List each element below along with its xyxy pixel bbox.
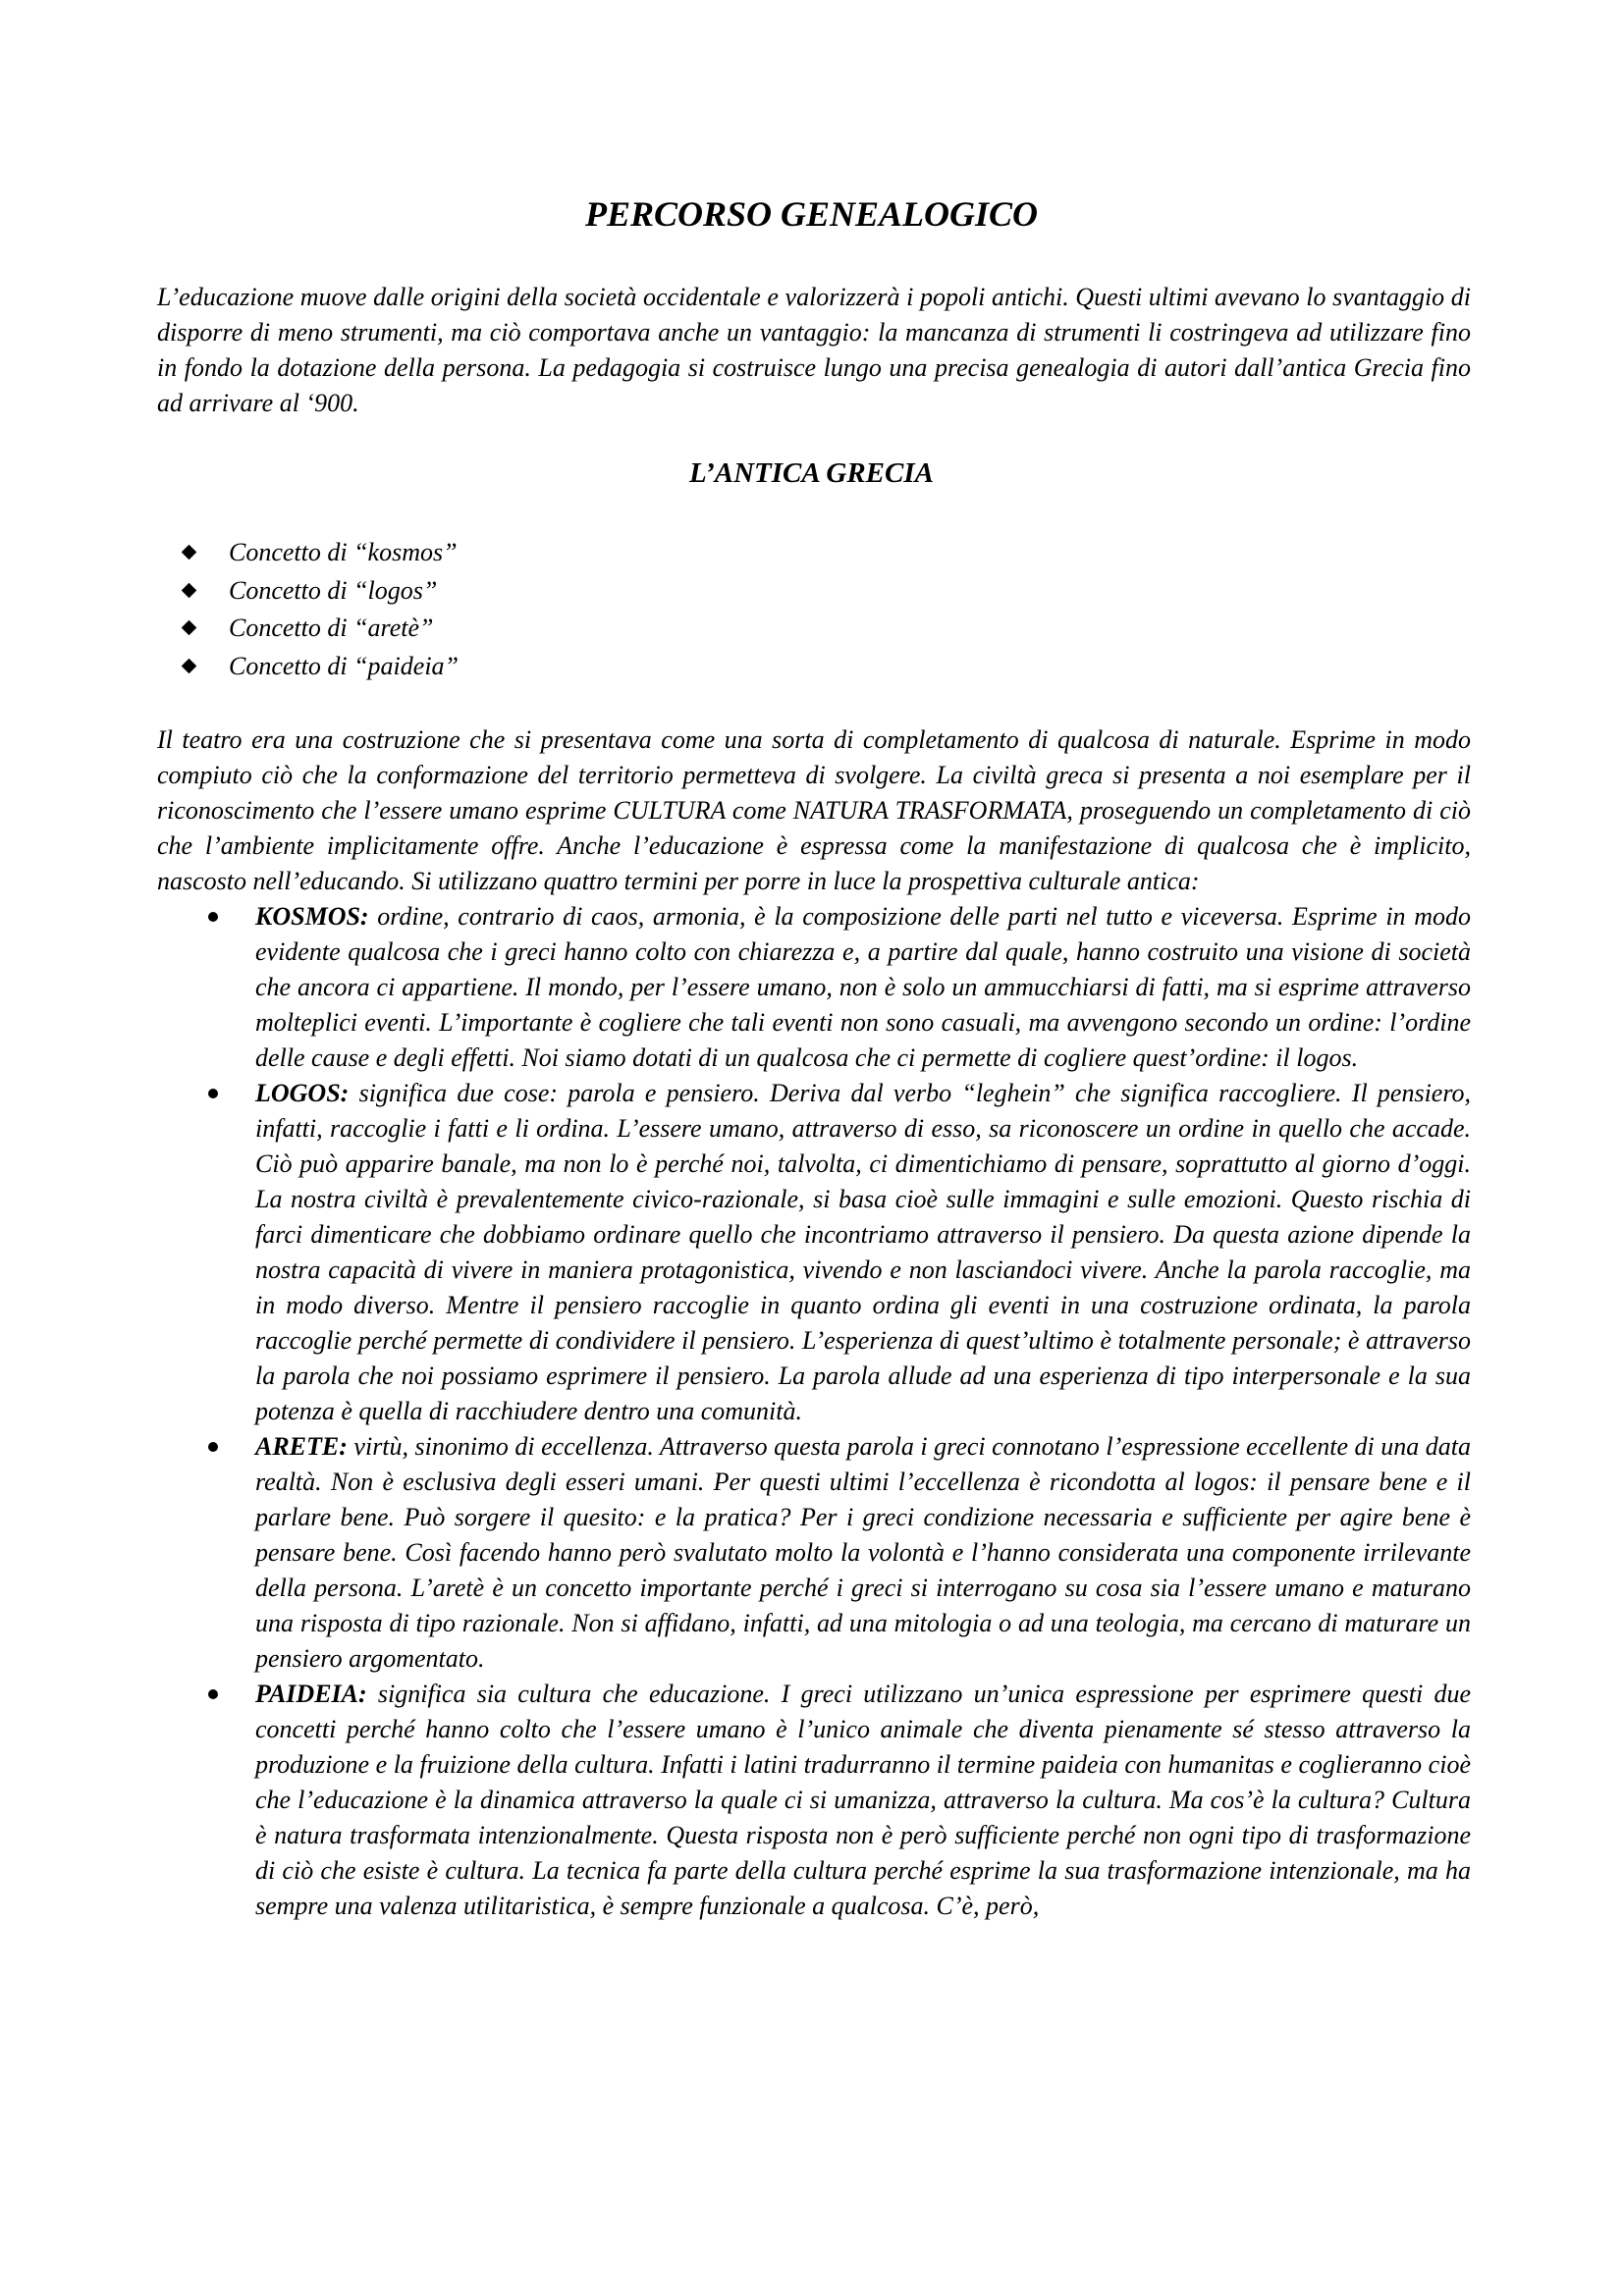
term-text: significa sia cultura che educazione. I greci utilizzano un’unica espressione per esprimere questi due concetti perché hanno colto che l’essere umano è l’unico animale che diventa pienamente sé stesso attraverso la produzione e la fruizione della cultura. Infatti i latini tradurranno il termine paideia con humanitas e coglieranno cioè che l’educazione è la dinamica attraverso la quale ci si umanizza, attraverso la cultura. Ma cos’è la cultura? Cultura è natura trasformata intenzionalmente. Questa risposta non è però sufficiente perché non ogni tipo di trasformazione di ciò che esiste è cultura. La tecnica fa parte della cultura perché esprime la sua trasformazione intenzionale, ma ha sempre una valenza utilitaristica, è sempre funzionale a qualcosa. C’è, però, bbox=[255, 1680, 1471, 1920]
term-item-paideia bbox=[157, 1677, 1471, 1924]
term-name: ARETE: bbox=[255, 1432, 348, 1461]
bullet-icon bbox=[208, 1689, 218, 1699]
diamond-bullet-icon bbox=[182, 545, 197, 561]
concept-list bbox=[180, 534, 459, 685]
diamond-bullet-icon bbox=[182, 582, 197, 598]
list-item bbox=[180, 534, 459, 572]
list-item bbox=[180, 572, 459, 611]
diamond-bullet-icon bbox=[182, 620, 197, 636]
concept-label: Concetto di “paideia” bbox=[229, 651, 459, 680]
page-title: PERCORSO GENEALOGICO bbox=[584, 194, 1039, 234]
concept-label: Concetto di “kosmos” bbox=[229, 538, 458, 566]
body-paragraph: Il teatro era una costruzione che si presentava come una sorta di completamento di qualcosa di naturale. Esprime in modo compiuto ciò che la conformazione del territorio permetteva di svolgere. La civiltà greca si presenta a noi esemplare per il riconoscimento che l’essere umano esprime CULTURA come NATURA TRASFORMATA, proseguendo un completamento di ciò che l’ambiente implicitamente offre. Anche l’educazione è espressa come la manifestazione di qualcosa che è implicito, nascosto nell’educando. Si utilizzano quattro termini per porre in luce la prospettiva culturale antica: bbox=[157, 725, 1471, 895]
bullet-icon bbox=[208, 912, 218, 922]
bullet-icon bbox=[208, 1089, 218, 1098]
term-item-arete bbox=[157, 1429, 1471, 1677]
term-text: virtù, sinonimo di eccellenza. Attraverso questa parola i greci connotano l’espressione eccellente di una data realtà. Non è esclusiva degli esseri umani. Per questi ultimi l’eccellenza è ricondotta al logos: il pensare bene e il parlare bene. Può sorgere il quesito: e la pratica? Per i greci condizione necessaria e sufficiente per agire bene è pensare bene. Così facendo hanno però svalutato molto la volontà e l’hanno considerata una componente irrilevante della persona. L’aretè è un concetto importante perché i greci si interrogano su cosa sia l’essere umano e maturano una risposta di tipo razionale. Non si affidano, infatti, ad una mitologia o ad una teologia, ma cercano di maturare un pensiero argomentato. bbox=[255, 1432, 1471, 1673]
body-text bbox=[157, 722, 1471, 1924]
term-text: ordine, contrario di caos, armonia, è la composizione delle parti nel tutto e viceversa. Esprime in modo evidente qualcosa che i greci hanno colto con chiarezza e, a partire dal quale, hanno costruito una visione di società che ancora ci appartiene. Il mondo, per l’essere umano, non è solo un ammucchiarsi di fatti, ma si esprime attraverso molteplici eventi. L’importante è cogliere che tali eventi non sono casuali, ma avvengono secondo un ordine: l’ordine delle cause e degli effetti. Noi siamo dotati di un qualcosa che ci permette di cogliere quest’ordine: il logos. bbox=[255, 902, 1471, 1072]
section-title: L’ANTICA GRECIA bbox=[689, 457, 934, 489]
diamond-bullet-icon bbox=[182, 658, 197, 673]
term-name: PAIDEIA: bbox=[255, 1680, 367, 1708]
term-name: KOSMOS: bbox=[255, 902, 369, 931]
terms-list bbox=[157, 899, 1471, 1924]
term-item-kosmos bbox=[157, 899, 1471, 1076]
list-item bbox=[180, 610, 459, 648]
term-text: significa due cose: parola e pensiero. Deriva dal verbo “leghein” che significa raccogliere. Il pensiero, infatti, raccoglie i fatti e li ordina. L’essere umano, attraverso di esso, sa riconoscere un ordine in quello che accade. Ciò può apparire banale, ma non lo è perché noi, talvolta, ci dimentichiamo di pensare, soprattutto al giorno d’oggi. La nostra civiltà è prevalentemente civico-razionale, si basa cioè sulle immagini e sulle emozioni. Questo rischia di farci dimenticare che dobbiamo ordinare quello che incontriamo attraverso il pensiero. Da questa azione dipende la nostra capacità di vivere in maniera protagonistica, vivendo e non lasciandoci vivere. Anche la parola raccoglie, ma in modo diverso. Mentre il pensiero raccoglie in quanto ordina gli eventi in una costruzione ordinata, la parola raccoglie perché permette di condividere il pensiero. L’esperienza di quest’ultimo è totalmente personale; è attraverso la parola che noi possiamo esprimere il pensiero. La parola allude ad una esperienza di tipo interpersonale e la sua potenza è quella di racchiudere dentro una comunità. bbox=[255, 1079, 1471, 1425]
term-name: LOGOS: bbox=[255, 1079, 350, 1107]
concept-label: Concetto di “aretè” bbox=[229, 614, 434, 642]
term-item-logos bbox=[157, 1076, 1471, 1429]
list-item bbox=[180, 648, 459, 686]
concept-label: Concetto di “logos” bbox=[229, 575, 438, 605]
intro-paragraph: L’educazione muove dalle origini della società occidentale e valorizzerà i popoli antichi. Questi ultimi avevano lo svantaggio di disporre di meno strumenti, ma ciò comportava anche un vantaggio: la mancanza di strumenti li costringeva ad utilizzare fino in fondo la dotazione della persona. La pedagogia si costruisce lungo una precisa genealogia di autori dall’antica Grecia fino ad arrivare al ‘900. bbox=[157, 283, 1471, 417]
bullet-icon bbox=[208, 1442, 218, 1452]
